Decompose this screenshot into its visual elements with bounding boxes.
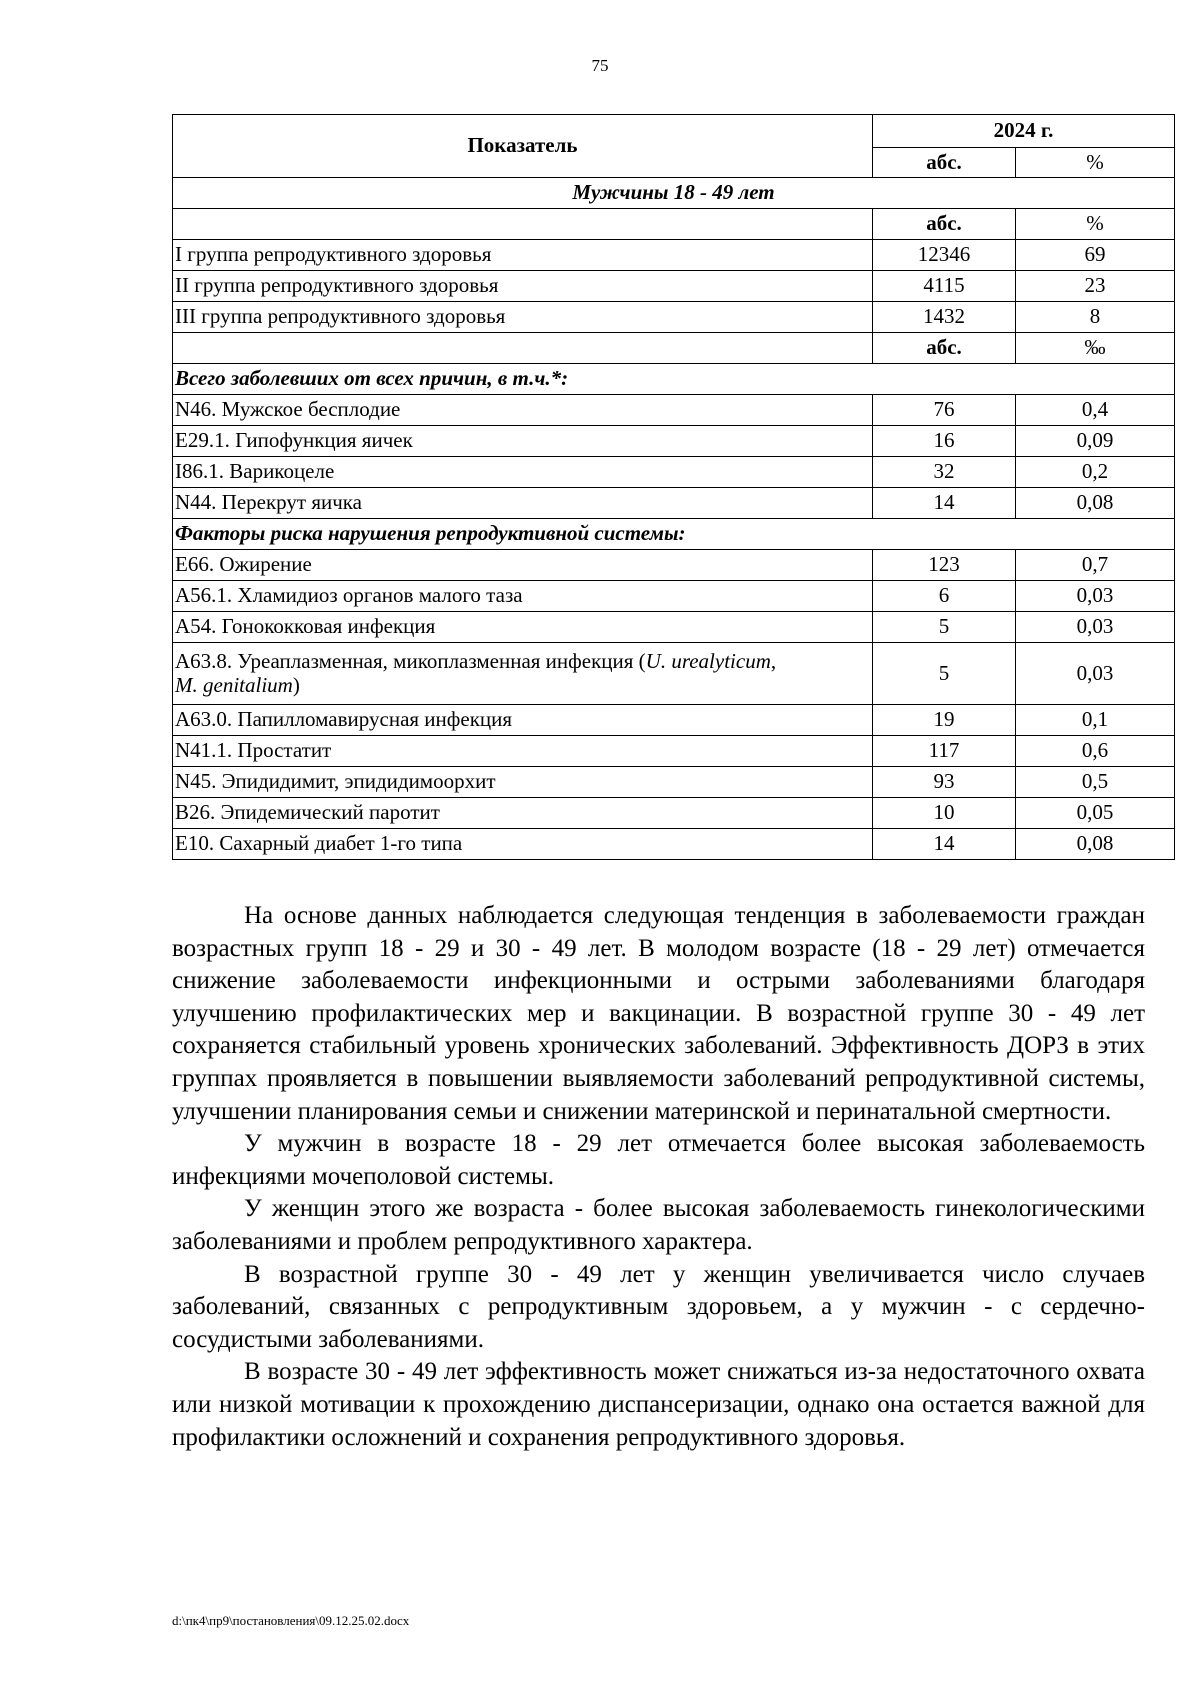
row-label: [173, 643, 873, 705]
row-abs: 76: [873, 395, 1016, 426]
section-diseases: Всего заболевших от всех причин, в т.ч.*:: [173, 364, 1175, 395]
row-value: 0,08: [1016, 488, 1175, 519]
row-label: II группа репродуктивного здоровья: [173, 271, 873, 302]
row-label: A63.0. Папилломавирусная инфекция: [173, 705, 873, 736]
row-abs: 12346: [873, 240, 1016, 271]
body-text: [172, 900, 1145, 1454]
row-value: 0,03: [1016, 643, 1175, 705]
table-row: [173, 612, 1175, 643]
row-label: A56.1. Хламидиоз органов малого таза: [173, 581, 873, 612]
table-row: [173, 488, 1175, 519]
row-abs: 19: [873, 705, 1016, 736]
row-abs: 16: [873, 426, 1016, 457]
row-value: 0,1: [1016, 705, 1175, 736]
table-row: [173, 426, 1175, 457]
label-prefix: A63.8. Уреаплазменная, микоплазменная инфекция (: [175, 648, 646, 673]
row-value: 0,05: [1016, 798, 1175, 829]
row-value: 23: [1016, 271, 1175, 302]
row-abs: 123: [873, 550, 1016, 581]
row-abs: 1432: [873, 302, 1016, 333]
subheader-percent: %: [1016, 209, 1175, 240]
row-label: I группа репродуктивного здоровья: [173, 240, 873, 271]
row-abs: 93: [873, 767, 1016, 798]
row-abs: 6: [873, 581, 1016, 612]
blank-cell: [173, 333, 873, 364]
row-value: 0,03: [1016, 581, 1175, 612]
paragraph: На основе данных наблюдается следующая тенденция в заболеваемости граждан возрастных групп 18 - 29 и 30 - 49 лет. В молодом возрасте (18 - 29 лет) отмечается снижение заболеваемости инфекционными и острыми заболеваниями благодаря улучшению профилактических мер и вакцинации. В возрастной группе 30 - 49 лет сохраняется стабильный уровень хронических заболеваний. Эффективность ДОРЗ в этих группах проявляется в повышении выявляемости заболеваний репродуктивной системы, улучшении планирования семьи и снижении материнской и перинатальной смертности.: [172, 902, 1145, 1125]
row-value: 8: [1016, 302, 1175, 333]
label-mid: ,: [770, 648, 777, 673]
label-suffix: ): [292, 672, 300, 697]
row-value: 0,4: [1016, 395, 1175, 426]
table-row: [173, 240, 1175, 271]
row-abs: 14: [873, 829, 1016, 860]
header-abs: абс.: [873, 148, 1016, 178]
row-label: III группа репродуктивного здоровья: [173, 302, 873, 333]
row-label: N46. Мужское бесплодие: [173, 395, 873, 426]
footer-file-path: d:\пк4\пр9\постановления\09.12.25.02.docx: [172, 1613, 410, 1628]
row-value: 0,5: [1016, 767, 1175, 798]
row-value: 0,6: [1016, 736, 1175, 767]
table-row: [173, 798, 1175, 829]
table-row: [173, 643, 1175, 705]
table-row: [173, 302, 1175, 333]
row-label: N41.1. Простатит: [173, 736, 873, 767]
header-percent: %: [1016, 148, 1175, 178]
label-italic-species: U. urealyticum: [645, 648, 771, 673]
header-year: 2024 г.: [873, 115, 1175, 148]
section-risk: Факторы риска нарушения репродуктивной системы:: [173, 519, 1175, 550]
row-label: N45. Эпидидимит, эпидидимоорхит: [173, 767, 873, 798]
table-row: [173, 736, 1175, 767]
table-row: [173, 271, 1175, 302]
row-abs: 5: [873, 612, 1016, 643]
row-abs: 10: [873, 798, 1016, 829]
subheader-permille: ‰: [1016, 333, 1175, 364]
row-value: 0,03: [1016, 612, 1175, 643]
table-row: [173, 705, 1175, 736]
row-abs: 5: [873, 643, 1016, 705]
statistics-table: [172, 114, 1175, 860]
row-value: 69: [1016, 240, 1175, 271]
table-row: [173, 457, 1175, 488]
row-label: E10. Сахарный диабет 1-го типа: [173, 829, 873, 860]
row-value: 0,08: [1016, 829, 1175, 860]
row-label: B26. Эпидемический паротит: [173, 798, 873, 829]
row-label: E29.1. Гипофункция яичек: [173, 426, 873, 457]
table-row: [173, 581, 1175, 612]
blank-cell: [173, 209, 873, 240]
table-row: [173, 395, 1175, 426]
page-number: 75: [591, 56, 609, 75]
row-abs: 32: [873, 457, 1016, 488]
paragraph: В возрасте 30 - 49 лет эффективность может снижаться из-за недостаточного охвата или низкой мотивации к прохождению диспансеризации, однако она остается важной для профилактики осложнений и сохранения репродуктивного здоровья.: [172, 1358, 1145, 1451]
table-row: [173, 829, 1175, 860]
row-label: N44. Перекрут яичка: [173, 488, 873, 519]
paragraph: В возрастной группе 30 - 49 лет у женщин увеличивается число случаев заболеваний, связанных с репродуктивным здоровьем, а у мужчин - с сердечно-сосудистыми заболеваниями.: [172, 1260, 1145, 1353]
row-value: 0,7: [1016, 550, 1175, 581]
paragraph: У мужчин в возрасте 18 - 29 лет отмечается более высокая заболеваемость инфекциями мочеполовой системы.: [172, 1130, 1145, 1190]
row-label: A54. Гонококковая инфекция: [173, 612, 873, 643]
header-indicator: Показатель: [173, 115, 873, 178]
row-abs: 4115: [873, 271, 1016, 302]
row-value: 0,09: [1016, 426, 1175, 457]
section-men: Мужчины 18 - 49 лет: [173, 178, 1175, 209]
row-abs: 14: [873, 488, 1016, 519]
paragraph: У женщин этого же возраста - более высокая заболеваемость гинекологическими заболеваниями и проблем репродуктивного характера.: [172, 1195, 1145, 1255]
row-label: I86.1. Варикоцеле: [173, 457, 873, 488]
table-row: [173, 550, 1175, 581]
label-italic-species-2: M. genitalium: [175, 672, 293, 697]
table-row: [173, 767, 1175, 798]
row-label: E66. Ожирение: [173, 550, 873, 581]
subheader-abs: абс.: [873, 209, 1016, 240]
row-value: 0,2: [1016, 457, 1175, 488]
subheader-abs: абс.: [873, 333, 1016, 364]
row-abs: 117: [873, 736, 1016, 767]
